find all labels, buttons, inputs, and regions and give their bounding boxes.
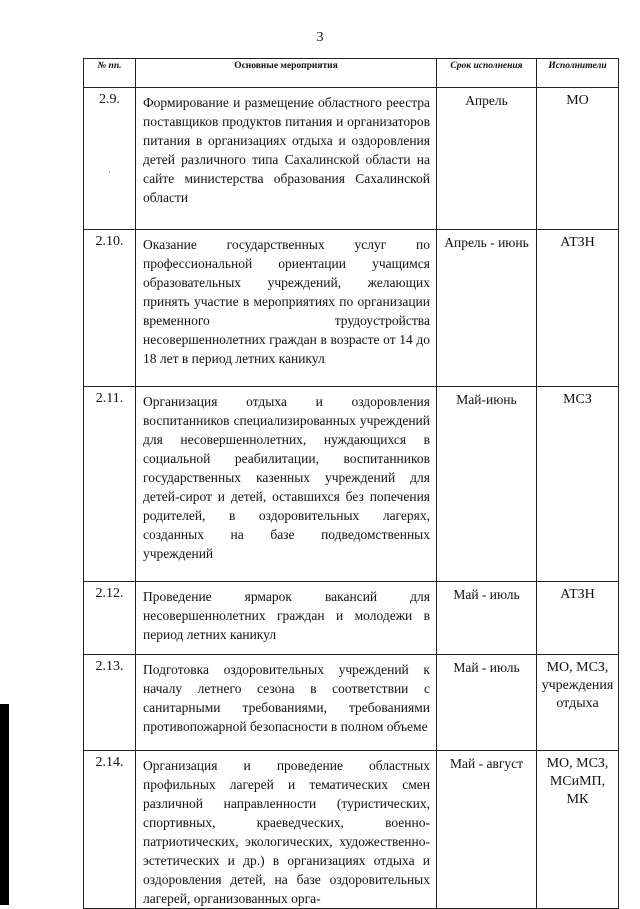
activities-table: [83, 58, 619, 909]
row-term: Май - июль: [437, 582, 537, 655]
row-executors: АТЗН: [537, 582, 619, 655]
row-term: Апрель - июнь: [437, 230, 537, 387]
row-executors: МО, МСЗ, МСиМП, МК: [537, 751, 619, 909]
header-term: Срок исполнения: [437, 59, 537, 88]
header-num: № пп.: [84, 59, 136, 88]
scan-dot-mark: ·: [108, 168, 111, 177]
row-number: 2.11.: [84, 387, 136, 582]
row-number: 2.13.: [84, 655, 136, 751]
row-term: Май-июнь: [437, 387, 537, 582]
row-activity: Подготовка оздоровительных учреждений к началу летнего сезона в соответствии с санитарными требованиями, требованиями противопожарной безопасности в полном объеме: [136, 655, 437, 751]
scan-edge-shadow: [0, 704, 9, 905]
row-activity: Проведение ярмарок вакансий для несовершеннолетних граждан и молодежи в период летних каникул: [136, 582, 437, 655]
row-number: 2.14.: [84, 751, 136, 909]
row-executors: АТЗН: [537, 230, 619, 387]
row-activity: Организация отдыха и оздоровления воспитанников специализированных учреждений для несовершеннолетних, нуждающихся в социальной реабилитации, воспитанников государственных казенных учреждений для детей-сирот и детей, оставшихся без попечения родителей, в оздоровительных лагерях, созданных на базе подведомственных учреждений: [136, 387, 437, 582]
table-row: [84, 88, 619, 230]
row-activity: Формирование и размещение областного реестра поставщиков продуктов питания и организаторов питания в организациях отдыха и оздоровления детей различного типа Сахалинской области на сайте министерства образования Сахалинской области: [136, 88, 437, 230]
row-term: Май - июль: [437, 655, 537, 751]
row-executors: МО, МСЗ, учреждения отдыха: [537, 655, 619, 751]
table-row: [84, 387, 619, 582]
row-number: 2.9.: [84, 88, 136, 230]
table-row: [84, 655, 619, 751]
row-executors: МО: [537, 88, 619, 230]
row-number: 2.12.: [84, 582, 136, 655]
table-header-row: [84, 59, 619, 88]
row-activity: Организация и проведение областных профильных лагерей и тематических смен различной направленности (туристических, спортивных, краеведческих, военно-патриотических, экологических, художественно-эстетических и др.) в организациях отдыха и оздоровления детей, на базе оздоровительных лагерей, организованных орга-: [136, 751, 437, 909]
table-row: [84, 230, 619, 387]
row-executors: МСЗ: [537, 387, 619, 582]
header-activity: Основные мероприятия: [136, 59, 437, 88]
row-term: Апрель: [437, 88, 537, 230]
header-executors: Исполнители: [537, 59, 619, 88]
row-activity: Оказание государственных услуг по профессиональной ориентации учащимся образовательных учреждений, желающих принять участие в мероприятиях по организации временного трудоустройства несовершеннолетних граждан в возрасте от 14 до 18 лет в период летних каникул: [136, 230, 437, 387]
table-row: [84, 582, 619, 655]
row-number: 2.10.: [84, 230, 136, 387]
row-term: Май - август: [437, 751, 537, 909]
page-number: 3: [316, 30, 324, 45]
table-row: [84, 751, 619, 909]
